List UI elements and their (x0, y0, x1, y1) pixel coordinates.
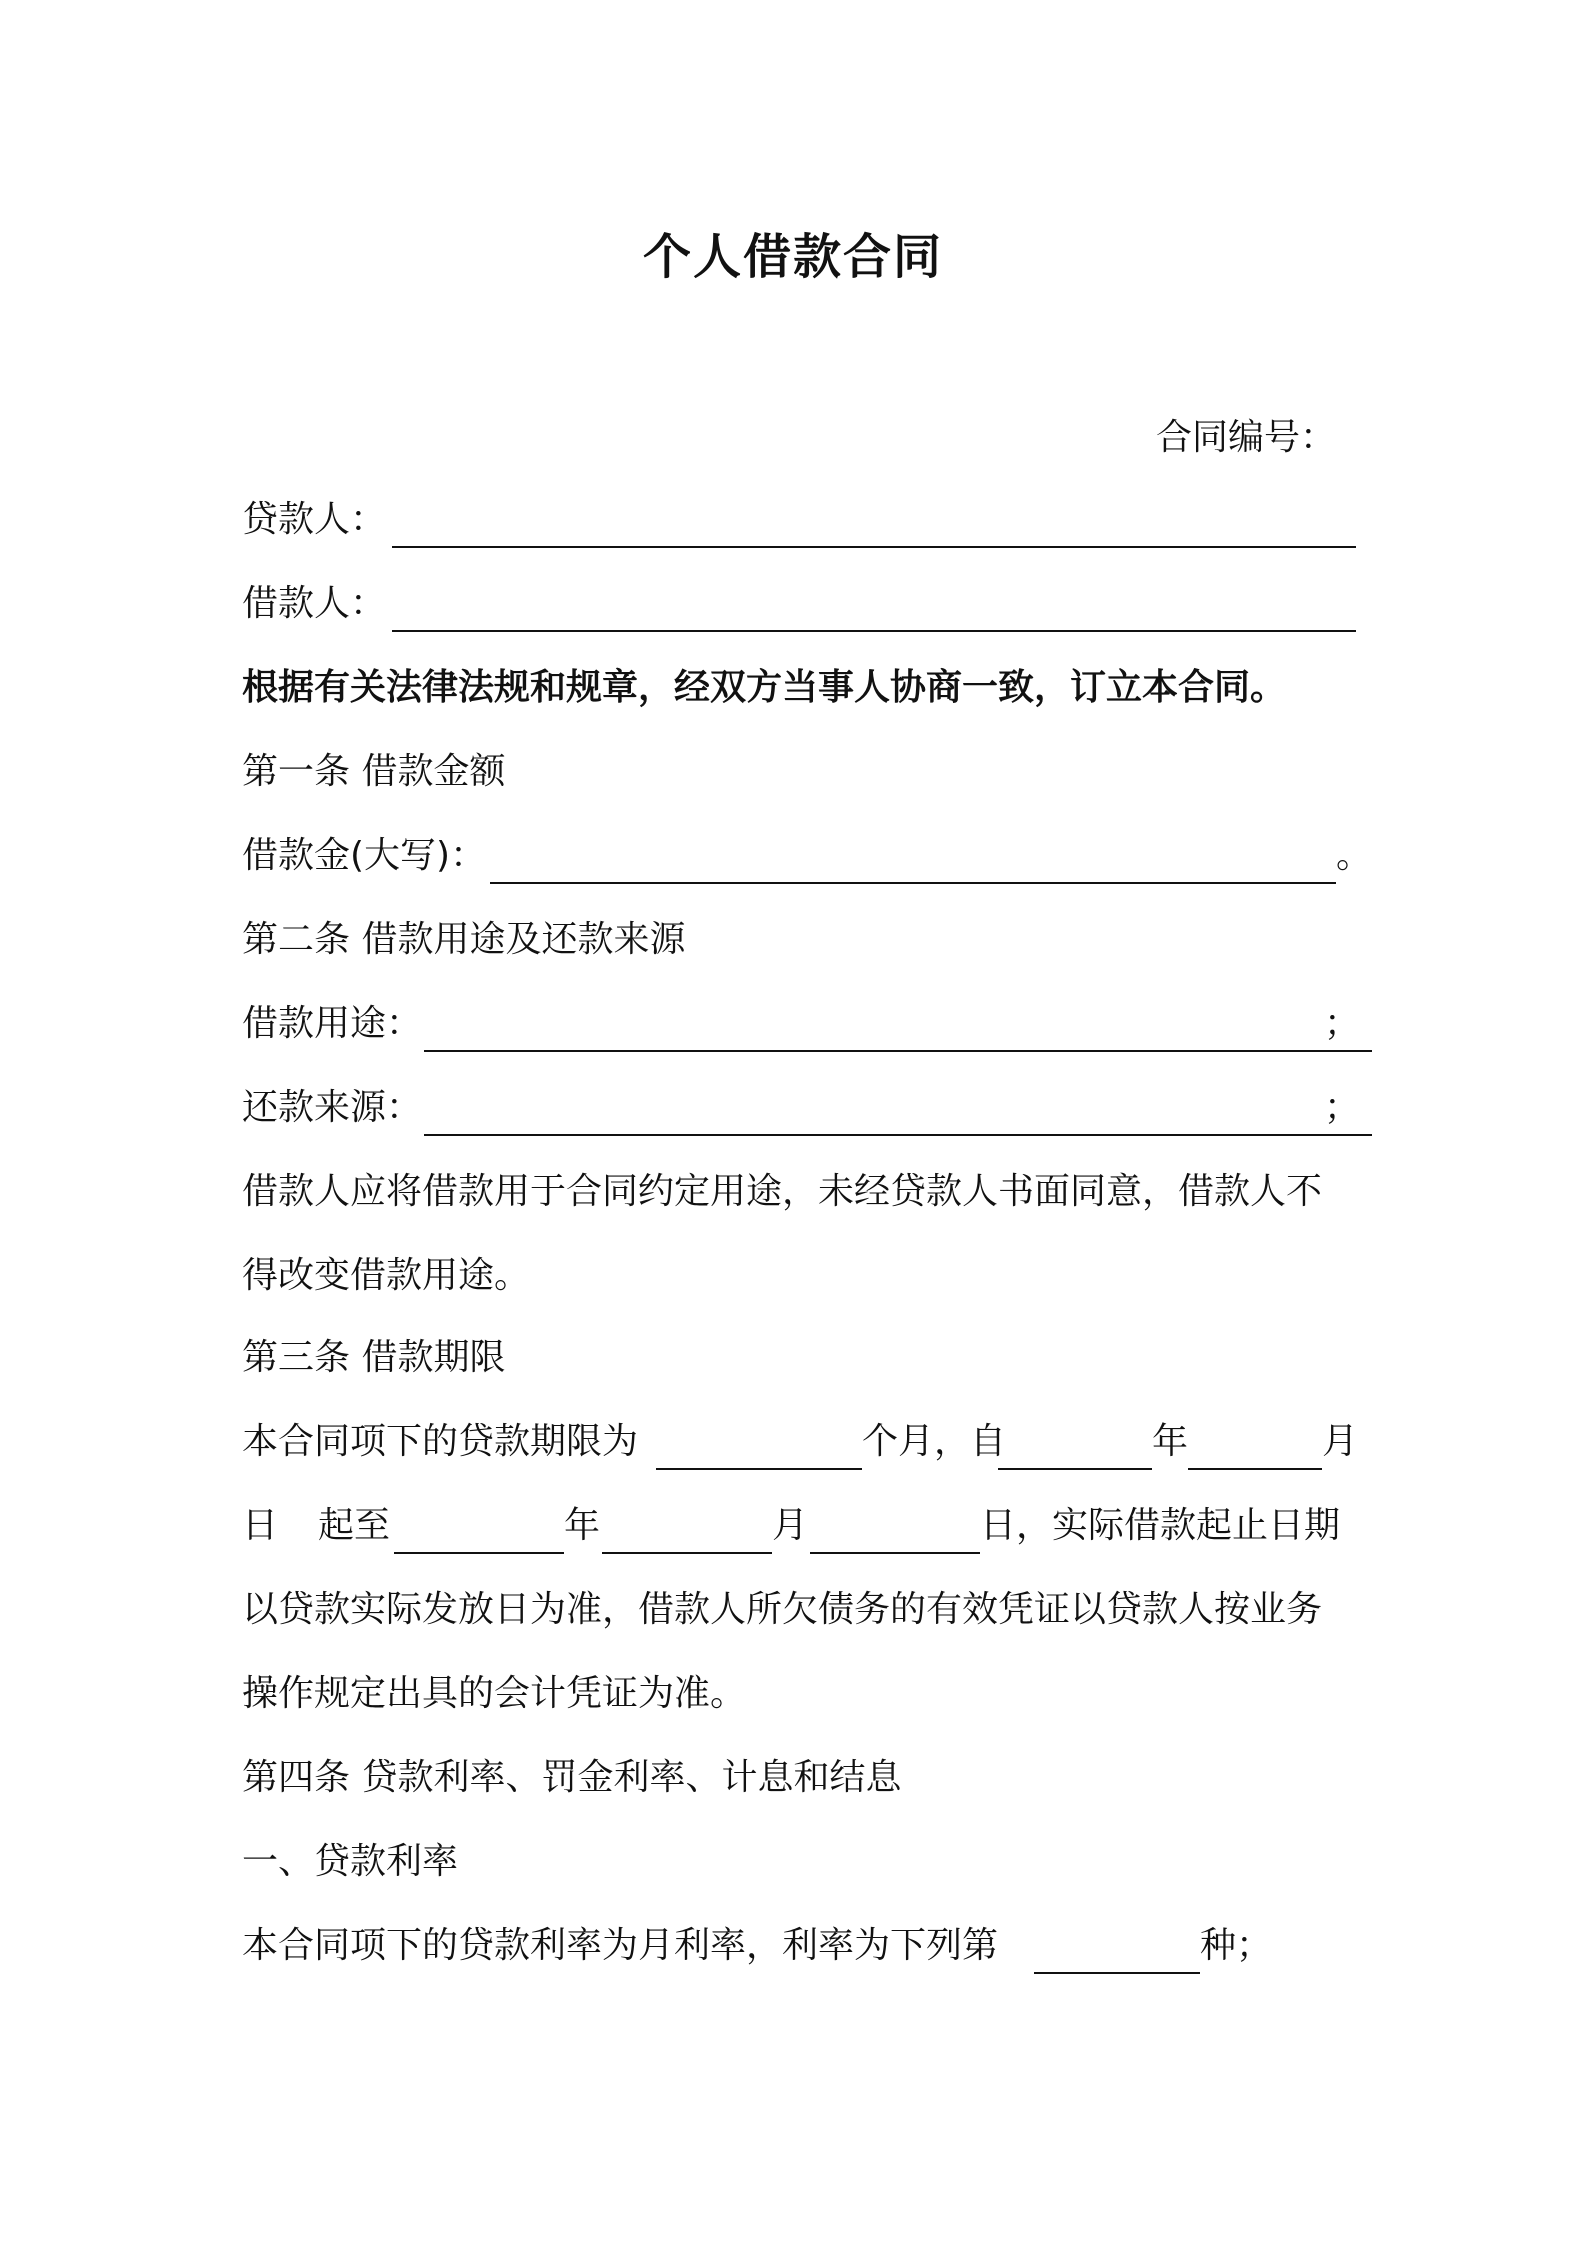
rate-text-part2: 种； (1200, 1925, 1273, 1966)
end-day-field[interactable] (810, 1552, 980, 1554)
term-text-line4: 操作规定出具的会计凭证为准。 (242, 1673, 747, 1714)
amount-label: 借款金(大写)： (242, 835, 487, 876)
start-year-field[interactable] (998, 1468, 1152, 1470)
article4-subheading-rate: 一、贷款利率 (242, 1841, 459, 1882)
start-month-field[interactable] (1188, 1468, 1322, 1470)
borrower-label: 借款人： (242, 583, 387, 624)
term-text-part6: 起至 (318, 1505, 391, 1546)
source-end-mark: ； (1324, 1087, 1361, 1128)
term-text-part2: 个月，自 (862, 1421, 1007, 1462)
usage-text-line2: 得改变借款用途。 (242, 1255, 531, 1296)
lender-label: 贷款人： (242, 499, 387, 540)
article1-heading: 第一条 借款金额 (242, 751, 506, 792)
article4-heading: 第四条 贷款利率、罚金利率、计息和结息 (242, 1757, 902, 1798)
usage-text-line1: 借款人应将借款用于合同约定用途，未经贷款人书面同意，借款人不 (242, 1171, 1323, 1212)
article3-heading: 第三条 借款期限 (242, 1337, 506, 1378)
lender-field[interactable] (392, 546, 1356, 548)
end-month-field[interactable] (602, 1552, 772, 1554)
term-text-line3: 以贷款实际发放日为准，借款人所欠债务的有效凭证以贷款人按业务 (242, 1589, 1323, 1630)
preamble-text: 根据有关法律法规和规章，经双方当事人协商一致，订立本合同。 (242, 667, 1287, 708)
page-title: 个人借款合同 (642, 229, 943, 285)
source-field[interactable] (424, 1134, 1372, 1136)
term-months-field[interactable] (656, 1468, 862, 1470)
amount-field[interactable] (490, 882, 1336, 884)
term-text-part8: 月 (772, 1505, 809, 1546)
purpose-field[interactable] (424, 1050, 1372, 1052)
source-label: 还款来源： (242, 1087, 423, 1128)
rate-option-field[interactable] (1034, 1972, 1200, 1974)
amount-end-mark: 。 (1336, 835, 1373, 876)
term-text-part3: 年 (1152, 1421, 1189, 1462)
term-text-part7: 年 (564, 1505, 601, 1546)
term-text-part5: 日 (242, 1505, 279, 1546)
term-text-part9: 日，实际借款起止日期 (980, 1505, 1341, 1546)
purpose-end-mark: ； (1324, 1003, 1361, 1044)
term-text-part1: 本合同项下的贷款期限为 (242, 1421, 639, 1462)
article2-heading: 第二条 借款用途及还款来源 (242, 919, 686, 960)
contract-number-label: 合同编号： (1155, 417, 1336, 458)
purpose-label: 借款用途： (242, 1003, 423, 1044)
term-text-part4: 月 (1322, 1421, 1359, 1462)
end-year-field[interactable] (394, 1552, 564, 1554)
rate-text-part1: 本合同项下的贷款利率为月利率，利率为下列第 (242, 1925, 999, 1966)
borrower-field[interactable] (392, 630, 1356, 632)
